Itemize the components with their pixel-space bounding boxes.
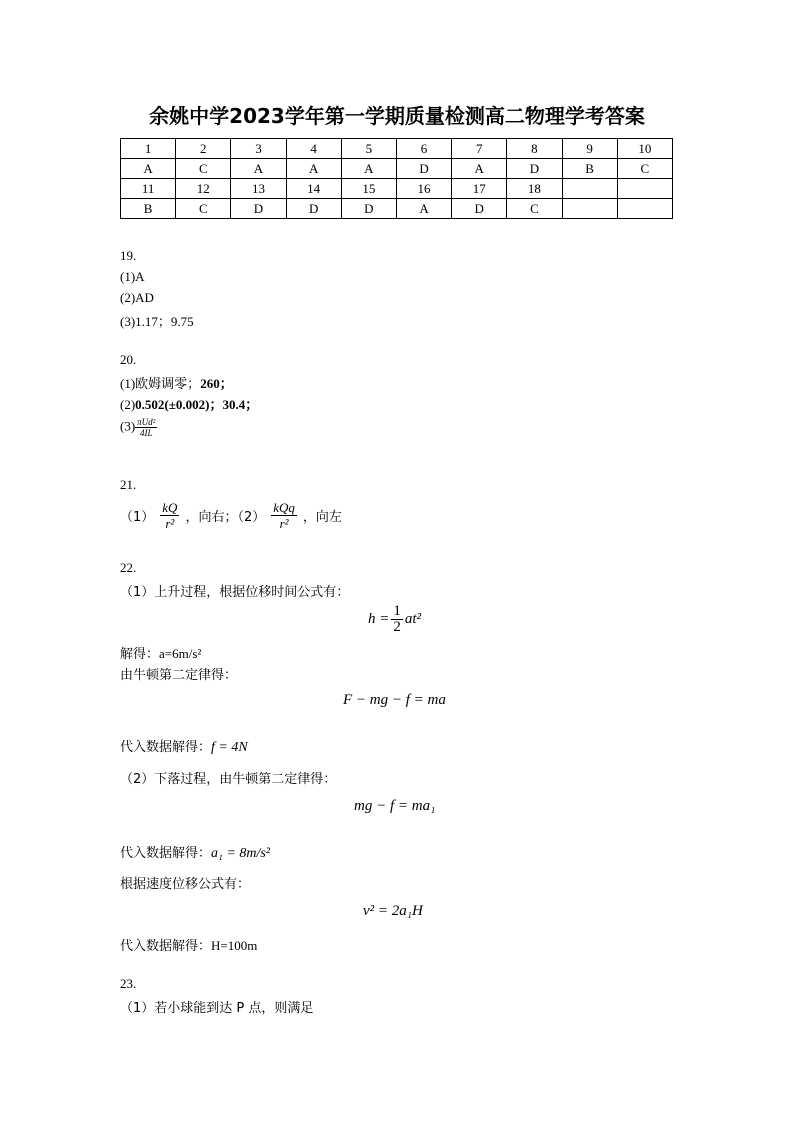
q20-part1 (120, 373, 233, 392)
table-cell: A (452, 159, 507, 179)
q22-line7: 根据速度位移公式有： (120, 877, 251, 892)
q20-part1-prefix: (1) (120, 376, 136, 391)
q21-formula1 (160, 500, 179, 531)
q19-part1: (1)A (120, 269, 145, 284)
table-cell: 11 (121, 179, 176, 199)
q20-number: 20. (120, 352, 137, 367)
q21-formula2 (271, 500, 297, 531)
table-cell: D (286, 199, 341, 219)
q22-equation4: v² = 2a₁H (363, 903, 423, 919)
q19-part3: (3)1.17；9.75 (120, 314, 194, 329)
table-cell: D (452, 199, 507, 219)
q20-formula-numerator: πUd² (137, 417, 156, 427)
table-cell: C (176, 159, 231, 179)
q21-formula1-numerator: kQ (162, 499, 178, 515)
table-cell: A (396, 199, 451, 219)
q22-equation2: F − mg − f = ma (343, 692, 446, 708)
q22-eq1-denominator: 2 (393, 618, 401, 635)
table-cell (562, 179, 617, 199)
table-cell: 8 (507, 139, 562, 159)
table-cell: 14 (286, 179, 341, 199)
table-cell: 13 (231, 179, 286, 199)
table-cell: 5 (341, 139, 396, 159)
q22-line4-text: 代入数据解得： (120, 740, 212, 755)
table-cell: A (286, 159, 341, 179)
q23-number: 23. (120, 976, 137, 991)
q22-line6-text: 代入数据解得： (120, 846, 212, 861)
q22-line2: 解得：a=6m/s² (120, 646, 202, 661)
answer-table (120, 138, 673, 219)
q21-formula2-numerator: kQq (273, 499, 295, 515)
q22-equation3: mg − f = ma₁ (354, 798, 436, 814)
q21-formula1-denominator: r² (165, 515, 175, 531)
q19-part2: (2)AD (120, 290, 154, 305)
table-cell: B (562, 159, 617, 179)
q22-line3: 由牛顿第二定律得： (120, 668, 238, 683)
q22-line6-value: a₁ = 8m/s² (211, 846, 270, 861)
table-cell: A (121, 159, 176, 179)
table-cell: C (507, 199, 562, 219)
table-cell: D (341, 199, 396, 219)
table-cell (562, 199, 617, 219)
q22-eq1-left: h = (368, 610, 390, 627)
q20-part2-prefix: (2) (120, 397, 136, 412)
q20-part1-value: 260； (200, 376, 233, 391)
q23-line1: （1）若小球能到达 P 点，则满足 (120, 1001, 314, 1016)
table-cell: B (121, 199, 176, 219)
q22-line4-value: f = 4N (211, 740, 248, 755)
table-cell: 12 (176, 179, 231, 199)
table-cell (617, 179, 672, 199)
page-title: 余姚中学2023学年第一学期质量检测高二物理学考答案 (149, 104, 645, 128)
table-row (121, 159, 673, 179)
table-row (121, 139, 673, 159)
table-row (121, 199, 673, 219)
q22-line4 (120, 736, 248, 756)
q20-formula-denominator: 4IL (140, 428, 153, 438)
q22-number: 22. (120, 560, 137, 575)
table-cell: D (507, 159, 562, 179)
table-cell: 10 (617, 139, 672, 159)
table-row (121, 179, 673, 199)
table-cell: 2 (176, 139, 231, 159)
q22-eq1-fraction (391, 604, 403, 635)
table-cell: D (231, 199, 286, 219)
q21-part2-suffix: ，向左 (302, 509, 342, 525)
table-cell: D (396, 159, 451, 179)
table-cell: 4 (286, 139, 341, 159)
q21-number: 21. (120, 477, 137, 492)
q21-part1-prefix: （1） (120, 509, 155, 525)
q20-part3-prefix: (3) (120, 418, 136, 434)
q22-line8: 代入数据解得：H=100m (120, 938, 258, 953)
table-cell: 18 (507, 179, 562, 199)
table-cell: A (341, 159, 396, 179)
q22-eq1-right: at² (404, 610, 422, 627)
q22-line6 (120, 842, 270, 862)
table-cell: 9 (562, 139, 617, 159)
q20-part2-value: 0.502(±0.002)；30.4； (135, 397, 259, 412)
q20-part3 (120, 417, 157, 438)
q19-number: 19. (120, 248, 137, 263)
q20-formula (135, 417, 157, 438)
table-cell: 6 (396, 139, 451, 159)
q22-line1: （1）上升过程，根据位移时间公式有： (120, 585, 350, 600)
table-cell: A (231, 159, 286, 179)
table-cell (617, 199, 672, 219)
q21-part1-suffix: ，向右；（2） (185, 509, 266, 525)
table-cell: 16 (396, 179, 451, 199)
table-cell: 17 (452, 179, 507, 199)
table-cell: 15 (341, 179, 396, 199)
q21-answer (120, 497, 342, 533)
q22-eq1-numerator: 1 (393, 602, 401, 619)
table-cell: 7 (452, 139, 507, 159)
q20-part1-text: 欧姆调零； (135, 377, 201, 392)
q20-part2 (120, 394, 258, 413)
q22-equation1 (368, 598, 421, 640)
q21-formula2-denominator: r² (279, 515, 289, 531)
table-cell: C (176, 199, 231, 219)
table-cell: 1 (121, 139, 176, 159)
table-cell: 3 (231, 139, 286, 159)
table-cell: C (617, 159, 672, 179)
q22-line5: （2）下落过程，由牛顿第二定律得： (120, 772, 337, 787)
